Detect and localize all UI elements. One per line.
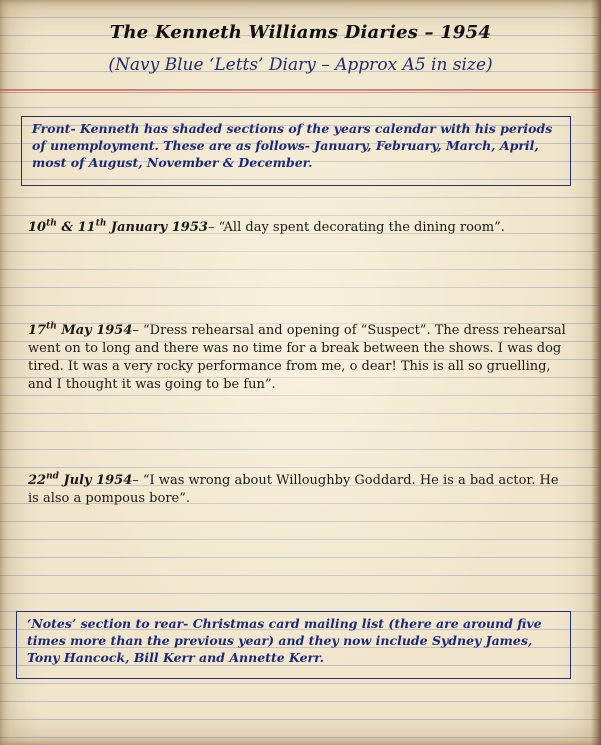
entry-date: 22nd July 1954 <box>28 471 133 488</box>
page-subtitle: (Navy Blue ‘Letts’ Diary – Approx A5 in size) <box>108 55 493 75</box>
diary-entry-may <box>28 322 568 394</box>
front-note-box <box>21 116 571 186</box>
rear-note-box <box>16 611 571 679</box>
diary-entry-july <box>28 472 568 508</box>
front-note-text: Front- Kenneth has shaded sections of the years calendar with his periods of unemployment. These are as follows- January, February, March, April, most of August, November & December. <box>32 121 553 170</box>
rear-note-text: ‘Notes’ section to rear- Christmas card mailing list (there are around five times more than the previous year) and they now include Sydney James, Tony Hancock, Bill Kerr and Annette Kerr. <box>27 616 542 665</box>
entry-text: – “I was wrong about Willoughby Goddard. He is a bad actor. He is also a pompous bore”. <box>28 473 559 506</box>
entry-text: – “Dress rehearsal and opening of “Suspect”. The dress rehearsal went on to long and there was no time for a break between the shows. I was dog tired. It was a very rocky performance from me, o dear! This is all so gruelling, and I thought it was going to be fun”. <box>28 323 566 392</box>
entry-text: – “All day spent decorating the dining room”. <box>207 220 505 235</box>
header-red-rule <box>0 89 601 93</box>
diary-entry-january <box>28 219 568 237</box>
page-title: The Kenneth Williams Diaries – 1954 <box>109 22 492 43</box>
page-edge-shadow <box>591 0 601 745</box>
entry-date: 17th May 1954 <box>28 321 133 338</box>
entry-date: 10th & 11th January 1953 <box>28 218 208 235</box>
